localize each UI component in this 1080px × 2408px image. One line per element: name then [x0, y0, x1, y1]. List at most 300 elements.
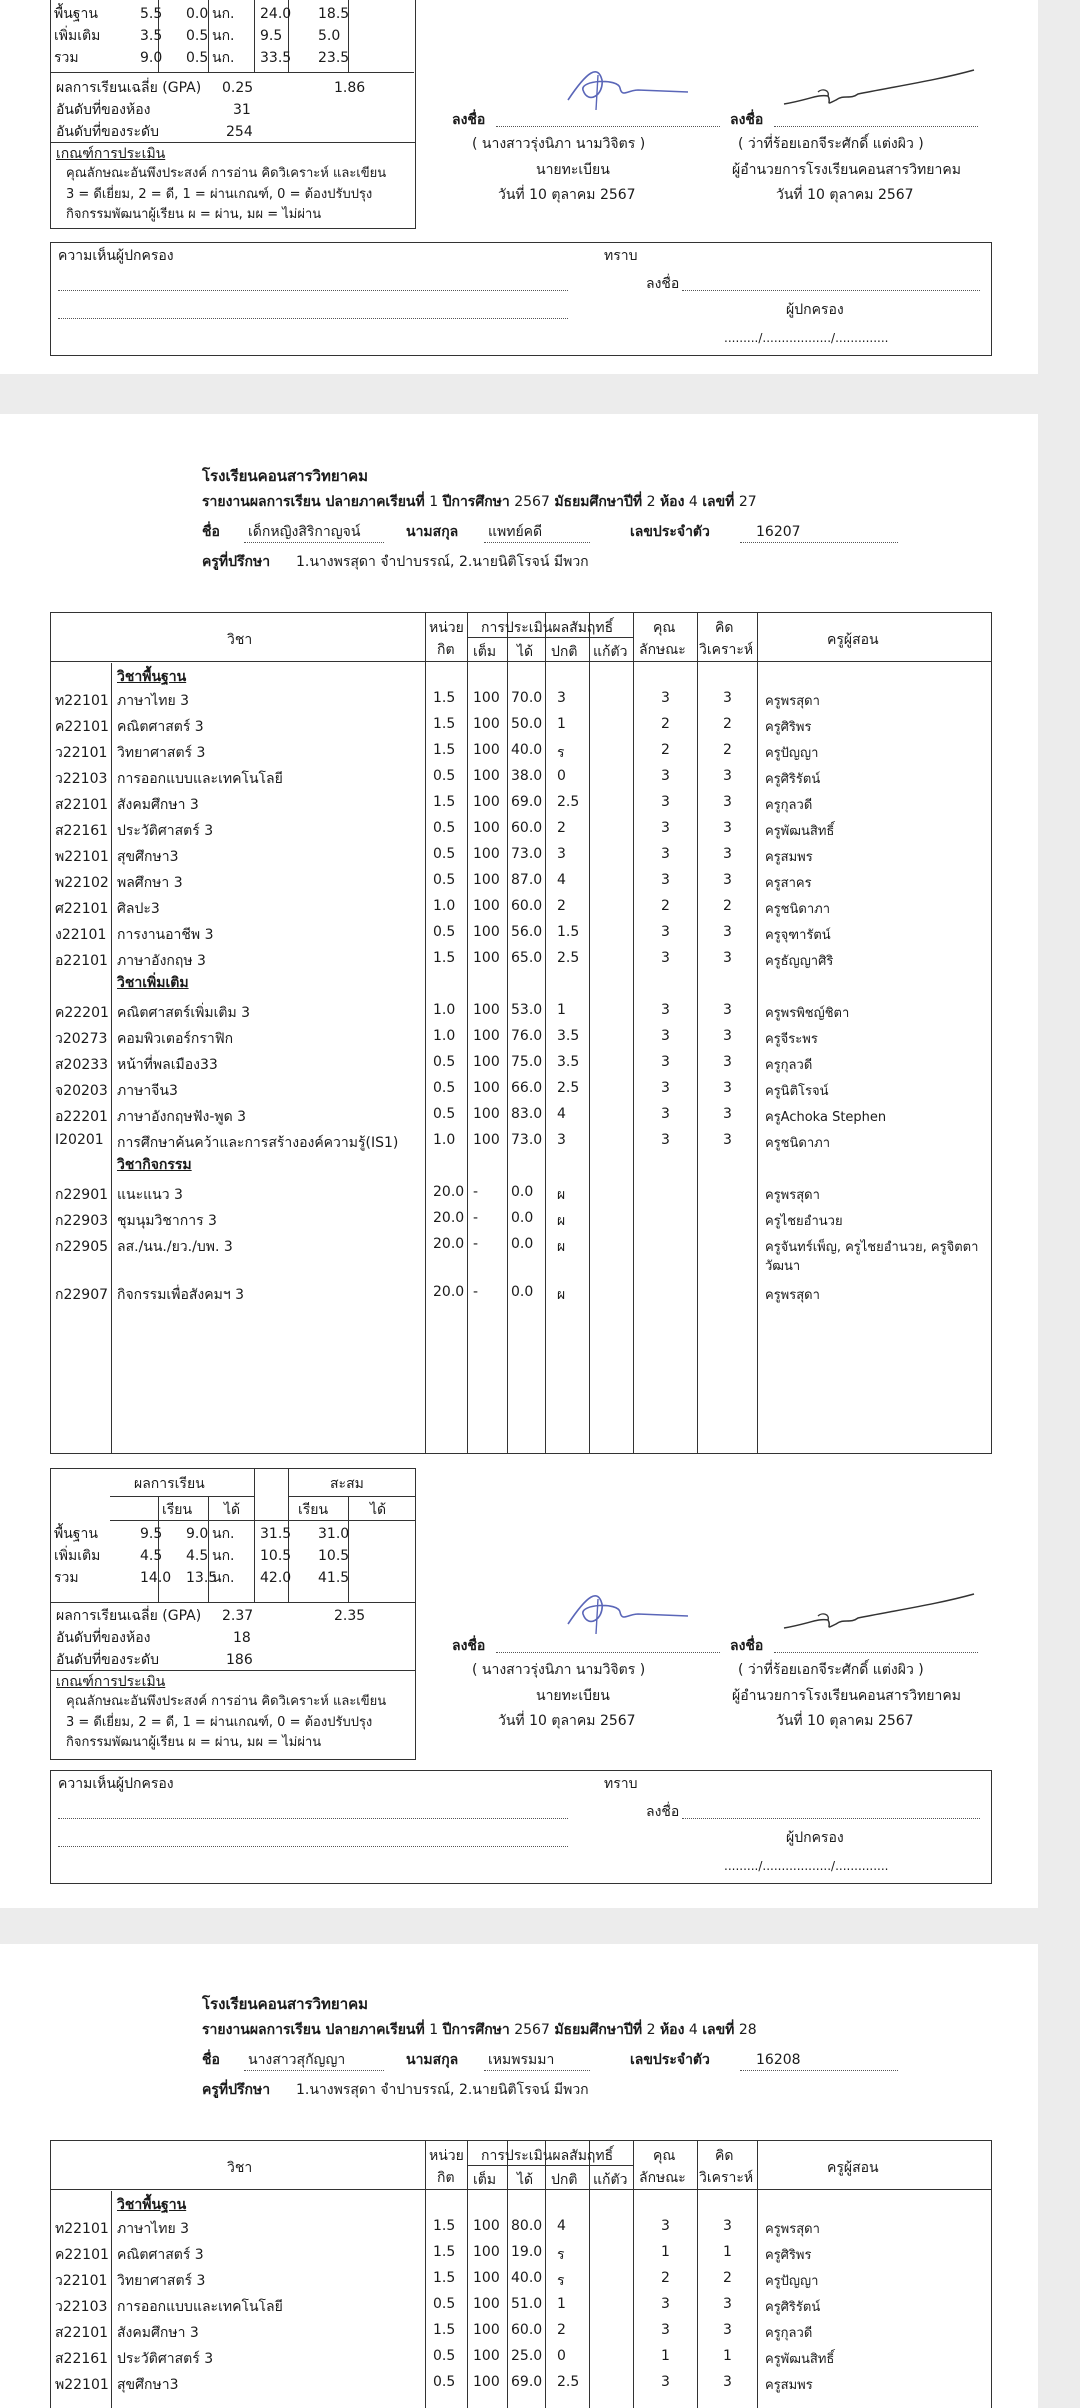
director-date-2: วันที่ 10 ตุลาคม 2567 [776, 1713, 914, 1729]
col-assess-3: การประเมินผลสัมฤทธิ์ [481, 2148, 614, 2164]
p2-summary-1-b: 4.5 [186, 1548, 209, 1564]
gpa-label-2: ผลการเรียนเฉลี่ย (GPA) [56, 1608, 202, 1624]
p2-summary-0-c: 31.5 [260, 1526, 292, 1542]
rank-class-value: 31 [233, 102, 251, 118]
col-fix-3: แก้ตัว [593, 2172, 628, 2188]
full-score: 100 [473, 1106, 500, 1122]
p2-summary-1-d: 10.5 [318, 1548, 350, 1564]
teacher: ครูศิริรัตน์ [765, 2300, 821, 2315]
grade: 1 [557, 1002, 566, 1018]
credit: 1.5 [433, 2270, 456, 2286]
gpa-value: 0.25 [222, 80, 254, 96]
table-row [51, 815, 991, 841]
analytic-thinking: 3 [723, 1002, 732, 1018]
table-row [51, 737, 991, 763]
credit: 1.0 [433, 898, 456, 914]
grade: ผ [557, 1187, 566, 1203]
analytic-thinking: 3 [723, 924, 732, 940]
score: 51.0 [511, 2296, 543, 2312]
subject-name: สุขศึกษา3 [117, 849, 179, 865]
name-label-3: ชื่อ [202, 2052, 220, 2068]
teacher: ครูธัญญาศิริ [765, 954, 834, 969]
grades-table [50, 612, 992, 1454]
teacher: ครูพรสุดา [765, 2222, 820, 2237]
subject-name: สังคมศึกษา 3 [117, 797, 199, 813]
subject-name: วิทยาศาสตร์ 3 [117, 2273, 206, 2289]
col-teacher: ครูผู้สอน [827, 632, 879, 648]
subject-name: การศึกษาค้นคว้าและการสร้างองค์ความรู้(IS1) [117, 1135, 399, 1151]
col-unit-3: หน่วย [429, 2148, 464, 2164]
characteristic: 3 [661, 1132, 670, 1148]
characteristic: 2 [661, 716, 670, 732]
teacher: ครูศิริพร [765, 720, 812, 735]
characteristic: 2 [661, 742, 670, 758]
grade: 2.5 [557, 950, 580, 966]
grade: 4 [557, 2218, 566, 2234]
subject-name: กิจกรรมเพื่อสังคมฯ 3 [117, 1287, 245, 1303]
grades-table-3 [50, 2140, 992, 2408]
credit: 0.5 [433, 2374, 456, 2390]
teacher: ครูพัฒนสิทธิ์ [765, 824, 835, 839]
grade: 1 [557, 716, 566, 732]
table-row [51, 1279, 991, 1305]
parent-comment-title-2: ความเห็นผู้ปกครอง [58, 1776, 174, 1792]
report-heading: รายงานผลการเรียน ปลายภาคเรียนที่ 1 ปีการศึกษา 2567 มัธยมศึกษาปีที่ 2 ห้อง 4 เลขที่ 27 [202, 494, 757, 510]
grade: 2 [557, 2322, 566, 2338]
characteristic: 2 [661, 898, 670, 914]
score: 60.0 [511, 898, 543, 914]
rank-level-value: 254 [226, 124, 253, 140]
rank-class-label: อันดับที่ของห้อง [56, 102, 151, 118]
subject-code: จ20203 [55, 1083, 108, 1099]
characteristic: 3 [661, 1106, 670, 1122]
grade: 4 [557, 872, 566, 888]
parent-ack-2: ทราบ [604, 1776, 638, 1792]
characteristic: 3 [661, 794, 670, 810]
grade: 3 [557, 690, 566, 706]
parent-sign-label: ลงชื่อ [646, 276, 680, 292]
col-got: ได้ [517, 644, 534, 660]
subject-name: ประวัติศาสตร์ 3 [117, 2351, 214, 2367]
id-label: เลขประจำตัว [630, 524, 710, 540]
p2-summary-2-b: 13.5 [186, 1570, 218, 1586]
grade: 2.5 [557, 1080, 580, 1096]
parent-comment-title: ความเห็นผู้ปกครอง [58, 248, 174, 264]
full-score: 100 [473, 742, 500, 758]
director-name-2: ( ว่าที่ร้อยเอกจีระศักดิ์ แต่งผิว ) [738, 1662, 924, 1678]
teacher: ครูจีระพร [765, 1032, 818, 1047]
col-teacher-3: ครูผู้สอน [827, 2160, 879, 2176]
subject-name: พลศึกษา 3 [117, 875, 183, 891]
score: 65.0 [511, 950, 543, 966]
full-score: 100 [473, 2296, 500, 2312]
credit: 0.5 [433, 846, 456, 862]
credit: 1.5 [433, 742, 456, 758]
teacher: ครูปัญญา [765, 746, 819, 761]
teacher: ครูศิริรัตน์ [765, 772, 821, 787]
table-row [51, 2369, 991, 2395]
subject-code: ส22161 [55, 823, 109, 839]
col-normal: ปกติ [551, 644, 578, 660]
subject-code: ก22901 [55, 1187, 109, 1203]
credit: 1.0 [433, 1132, 456, 1148]
section-activity: วิชากิจกรรม [117, 1157, 192, 1173]
table-row [51, 763, 991, 789]
surname-label: นามสกุล [406, 524, 459, 540]
surname-label-3: นามสกุล [406, 2052, 459, 2068]
table-row [51, 2265, 991, 2291]
full-score: - [473, 1284, 479, 1300]
score: 0.0 [511, 1236, 534, 1252]
credit: 1.5 [433, 794, 456, 810]
subject-code: อ22201 [55, 1109, 108, 1125]
summary-cum-header: สะสม [330, 1476, 364, 1492]
score: 40.0 [511, 2270, 543, 2286]
score: 60.0 [511, 820, 543, 836]
credit: 1.5 [433, 2322, 456, 2338]
subject-code: ว20273 [55, 1031, 108, 1047]
subject-name: ลส./นน./ยว./บพ. 3 [117, 1239, 233, 1255]
p1-summary-0-c: 24.0 [260, 6, 292, 22]
col-char-sub-3: ลักษณะ [639, 2170, 686, 2186]
school-name-3: โรงเรียนคอนสารวิทยาคม [202, 1995, 369, 2013]
teacher: ครูกุลวดี [765, 1058, 813, 1073]
subject-code: ก22903 [55, 1213, 109, 1229]
analytic-thinking: 3 [723, 820, 732, 836]
characteristic: 3 [661, 924, 670, 940]
credit: 1.5 [433, 2244, 456, 2260]
subject-code: ท22101 [55, 693, 109, 709]
analytic-thinking: 1 [723, 2348, 732, 2364]
criteria-title: เกณฑ์การประเมิน [56, 146, 166, 162]
subject-name: คณิตศาสตร์ 3 [117, 719, 204, 735]
p2-summary-2-label: รวม [54, 1570, 79, 1586]
grade: 3.5 [557, 1054, 580, 1070]
grade: ร [557, 2247, 565, 2263]
full-score: 100 [473, 1132, 500, 1148]
p1-summary-1-unit: นก. [212, 28, 235, 44]
grade: 2.5 [557, 2374, 580, 2390]
col-subject-3: วิชา [227, 2160, 253, 2176]
col-subject: วิชา [227, 632, 253, 648]
advisor-label: ครูที่ปรึกษา [202, 554, 271, 570]
subject-code: ส22161 [55, 2351, 109, 2367]
characteristic: 3 [661, 1002, 670, 1018]
col-full-3: เต็ม [473, 2172, 497, 2188]
subject-name: หน้าที่พลเมือง33 [117, 1057, 218, 1073]
table-row [51, 1231, 991, 1257]
score: 40.0 [511, 742, 543, 758]
teacher: ครูนิติโรจน์ [765, 1084, 829, 1099]
subject-code: พ22101 [55, 849, 109, 865]
full-score: 100 [473, 924, 500, 940]
teacher: ครูชนิดาภา [765, 902, 830, 917]
p1-summary-1-a: 3.5 [140, 28, 163, 44]
p1-summary-2-unit: นก. [212, 50, 235, 66]
analytic-thinking: 3 [723, 1132, 732, 1148]
table-row [51, 1127, 991, 1153]
p2-summary-1-a: 4.5 [140, 1548, 163, 1564]
parent-sign-label-2: ลงชื่อ [646, 1804, 680, 1820]
teacher: ครูพรสุดา [765, 1188, 820, 1203]
table-row [51, 1179, 991, 1205]
analytic-thinking: 3 [723, 1054, 732, 1070]
analytic-thinking: 2 [723, 716, 732, 732]
teacher: ครูพัฒนสิทธิ์ [765, 2352, 835, 2367]
summary-cum-got-header: ได้ [370, 1502, 387, 1518]
p2-summary-0-b: 9.0 [186, 1526, 209, 1542]
student-name: เด็กหญิงสิริกาญจน์ [248, 524, 361, 540]
full-score: 100 [473, 2270, 500, 2286]
report-heading-3: รายงานผลการเรียน ปลายภาคเรียนที่ 1 ปีการศึกษา 2567 มัธยมศึกษาปีที่ 2 ห้อง 4 เลขที่ 28 [202, 2022, 757, 2038]
grade: 2.5 [557, 794, 580, 810]
name-label: ชื่อ [202, 524, 220, 540]
score: 0.0 [511, 1284, 534, 1300]
director-role: ผู้อำนวยการโรงเรียนคอนสารวิทยาคม [732, 162, 961, 178]
subject-name: วิทยาศาสตร์ 3 [117, 745, 206, 761]
criteria-line-2-2: 3 = ดีเยี่ยม, 2 = ดี, 1 = ผ่านเกณฑ์, 0 = ต้องปรับปรุง [66, 1715, 373, 1730]
subject-code: ส22101 [55, 2325, 109, 2341]
credit: 20.0 [433, 1284, 465, 1300]
analytic-thinking: 3 [723, 846, 732, 862]
subject-name: สุขศึกษา3 [117, 2377, 179, 2393]
criteria-line-2: 3 = ดีเยี่ยม, 2 = ดี, 1 = ผ่านเกณฑ์, 0 = ต้องปรับปรุง [66, 187, 373, 202]
characteristic: 3 [661, 2374, 670, 2390]
subject-code: ค22201 [55, 1005, 109, 1021]
grade: 2 [557, 898, 566, 914]
p1-summary-0-a: 5.5 [140, 6, 163, 22]
credit: 0.5 [433, 1106, 456, 1122]
director-name: ( ว่าที่ร้อยเอกจีระศักดิ์ แต่งผิว ) [738, 136, 924, 152]
col-char: คุณ [653, 620, 676, 636]
full-score: 100 [473, 716, 500, 732]
registrar-date-2: วันที่ 10 ตุลาคม 2567 [498, 1713, 636, 1729]
p1-summary-0-b: 0.0 [186, 6, 209, 22]
student-id: 16207 [756, 524, 801, 540]
grade: 0 [557, 2348, 566, 2364]
student-surname: แพทย์คดี [488, 524, 543, 540]
score: 73.0 [511, 1132, 543, 1148]
characteristic: 3 [661, 768, 670, 784]
rank-class-label-2: อันดับที่ของห้อง [56, 1630, 151, 1646]
registrar-role: นายทะเบียน [536, 162, 610, 178]
p1-summary-2-b: 0.5 [186, 50, 209, 66]
analytic-thinking: 3 [723, 2296, 732, 2312]
grade: ร [557, 2273, 565, 2289]
full-score: 100 [473, 820, 500, 836]
table-row [51, 711, 991, 737]
p2-summary-1-label: เพิ่มเติม [54, 1548, 101, 1564]
credit: 1.5 [433, 716, 456, 732]
teacher: ครูชนิดาภา [765, 1136, 830, 1151]
subject-code: ว22101 [55, 2273, 108, 2289]
student-name-3: นางสาวสุกัญญา [248, 2052, 346, 2068]
col-unit-sub: กิต [437, 642, 455, 658]
grade: 1.5 [557, 924, 580, 940]
score: 25.0 [511, 2348, 543, 2364]
analytic-thinking: 2 [723, 742, 732, 758]
credit: 20.0 [433, 1184, 465, 1200]
credit: 1.5 [433, 690, 456, 706]
p1-summary-2-a: 9.0 [140, 50, 163, 66]
section-extra: วิชาเพิ่มเติม [117, 975, 189, 991]
analytic-thinking: 3 [723, 2322, 732, 2338]
p2-summary-1-unit: นก. [212, 1548, 235, 1564]
p1-summary-0-label: พื้นฐาน [54, 6, 98, 22]
full-score: - [473, 1210, 479, 1226]
teacher-continuation: วัฒนา [765, 1259, 801, 1274]
full-score: 100 [473, 898, 500, 914]
grade: 3.5 [557, 1028, 580, 1044]
table-row [51, 945, 991, 971]
full-score: 100 [473, 2374, 500, 2390]
analytic-thinking: 3 [723, 1106, 732, 1122]
grade: ผ [557, 1287, 566, 1303]
col-think-sub: วิเคราะห์ [699, 642, 754, 658]
section-basic-3: วิชาพื้นฐาน [117, 2197, 187, 2213]
characteristic: 3 [661, 846, 670, 862]
subject-name: ประวัติศาสตร์ 3 [117, 823, 214, 839]
characteristic: 3 [661, 820, 670, 836]
score: 83.0 [511, 1106, 543, 1122]
credit: 20.0 [433, 1236, 465, 1252]
score: 87.0 [511, 872, 543, 888]
registrar-name: ( นางสาวรุ่งนิภา นามวิจิตร ) [472, 136, 646, 152]
score: 50.0 [511, 716, 543, 732]
characteristic: 3 [661, 690, 670, 706]
table-row [51, 789, 991, 815]
parent-role: ผู้ปกครอง [786, 302, 844, 318]
score: 69.0 [511, 2374, 543, 2390]
teacher: ครูจันทร์เพ็ญ, ครูไชยอำนวย, ครูจิตตา [765, 1240, 979, 1255]
section-basic: วิชาพื้นฐาน [117, 669, 187, 685]
table-row [51, 1101, 991, 1127]
full-score: 100 [473, 2244, 500, 2260]
table-row [51, 2343, 991, 2369]
col-think: คิด [715, 620, 734, 636]
subject-code: ก22907 [55, 1287, 109, 1303]
credit: 0.5 [433, 820, 456, 836]
advisor-label-3: ครูที่ปรึกษา [202, 2082, 271, 2098]
p1-summary-1-d: 5.0 [318, 28, 341, 44]
report-page-2 [0, 414, 1038, 1908]
p2-summary-2-a: 14.0 [140, 1570, 172, 1586]
teacher: ครูจุฑารัตน์ [765, 928, 831, 943]
characteristic: 3 [661, 1028, 670, 1044]
subject-name: ภาษาจีน3 [117, 1083, 178, 1099]
score: 80.0 [511, 2218, 543, 2234]
registrar-sign-label: ลงชื่อ [452, 112, 486, 128]
full-score: 100 [473, 2348, 500, 2364]
score: 56.0 [511, 924, 543, 940]
grade: 3 [557, 846, 566, 862]
characteristic: 3 [661, 872, 670, 888]
director-signature [778, 64, 978, 112]
full-score: - [473, 1184, 479, 1200]
table-row [51, 867, 991, 893]
score: 0.0 [511, 1184, 534, 1200]
subject-name: การออกแบบและเทคโนโลยี [117, 771, 283, 787]
score: 75.0 [511, 1054, 543, 1070]
subject-code: ศ22101 [55, 901, 109, 917]
col-normal-3: ปกติ [551, 2172, 578, 2188]
rank-level-label: อันดับที่ของระดับ [56, 124, 160, 140]
full-score: 100 [473, 768, 500, 784]
subject-code: ค22101 [55, 719, 109, 735]
parent-ack: ทราบ [604, 248, 638, 264]
table-row [51, 893, 991, 919]
subject-name: คอมพิวเตอร์กราฟิก [117, 1031, 234, 1047]
credit: 0.5 [433, 1080, 456, 1096]
teacher: ครูAchoka Stephen [765, 1110, 887, 1125]
table-row [51, 2291, 991, 2317]
credit: 1.5 [433, 2218, 456, 2234]
p1-summary-2-c: 33.5 [260, 50, 292, 66]
criteria-title-2: เกณฑ์การประเมิน [56, 1674, 166, 1690]
full-score: - [473, 1236, 479, 1252]
subject-code: ง22101 [55, 927, 107, 943]
subject-name: คณิตศาสตร์ 3 [117, 2247, 204, 2263]
advisor-names: 1.นางพรสุดา จำปาบรรณ์, 2.นายนิติโรจน์ มีพวก [296, 554, 589, 570]
table-row [51, 2213, 991, 2239]
grade: ผ [557, 1239, 566, 1255]
credit: 0.5 [433, 924, 456, 940]
criteria-line-1-2: คุณลักษณะอันพึงประสงค์ การอ่าน คิดวิเคราะห์ และเขียน [66, 1694, 387, 1709]
subject-name: ภาษาไทย 3 [117, 2221, 190, 2237]
full-score: 100 [473, 1002, 500, 1018]
analytic-thinking: 3 [723, 1028, 732, 1044]
grade: 3 [557, 1132, 566, 1148]
registrar-role-2: นายทะเบียน [536, 1688, 610, 1704]
subject-name: ภาษาอังกฤษฟัง-พูด 3 [117, 1109, 247, 1125]
characteristic: 3 [661, 1080, 670, 1096]
score: 38.0 [511, 768, 543, 784]
credit: 0.5 [433, 1054, 456, 1070]
score: 60.0 [511, 2322, 543, 2338]
analytic-thinking: 3 [723, 768, 732, 784]
table-row [51, 685, 991, 711]
gpa-value-2: 2.37 [222, 1608, 254, 1624]
characteristic: 2 [661, 2270, 670, 2286]
analytic-thinking: 1 [723, 2244, 732, 2260]
parent-role-2: ผู้ปกครอง [786, 1830, 844, 1846]
subject-code: ท22101 [55, 2221, 109, 2237]
table-row [51, 1075, 991, 1101]
summary-learn-header: เรียน [162, 1502, 193, 1518]
credit: 0.5 [433, 768, 456, 784]
registrar-sign-label-2: ลงชื่อ [452, 1638, 486, 1654]
score: 73.0 [511, 846, 543, 862]
subject-code: I20201 [55, 1132, 104, 1148]
full-score: 100 [473, 794, 500, 810]
subject-code: พ22102 [55, 875, 109, 891]
criteria-line-3-2: กิจกรรมพัฒนาผู้เรียน ผ = ผ่าน, มผ = ไม่ผ่าน [66, 1735, 322, 1750]
p1-summary-0-d: 18.5 [318, 6, 350, 22]
table-row [51, 2239, 991, 2265]
col-think-sub-3: วิเคราะห์ [699, 2170, 754, 2186]
subject-name: แนะแนว 3 [117, 1187, 183, 1203]
full-score: 100 [473, 872, 500, 888]
table-row [51, 919, 991, 945]
report-page-3 [0, 1944, 1038, 2408]
teacher: ครูพรสุดา [765, 1288, 820, 1303]
col-unit: หน่วย [429, 620, 464, 636]
full-score: 100 [473, 690, 500, 706]
p1-summary-2-label: รวม [54, 50, 79, 66]
grade: ร [557, 745, 565, 761]
full-score: 100 [473, 2322, 500, 2338]
characteristic: 1 [661, 2244, 670, 2260]
